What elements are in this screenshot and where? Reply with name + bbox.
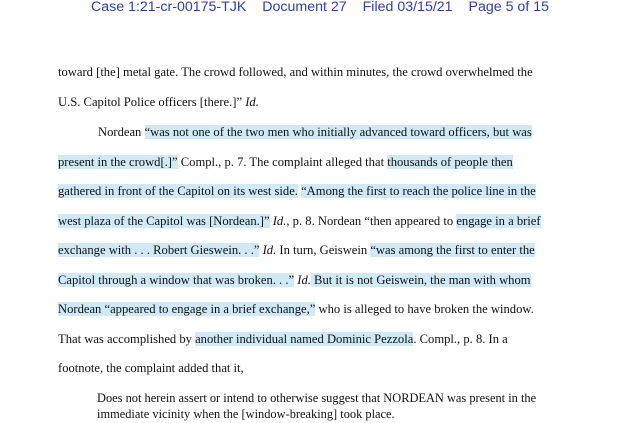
highlighted-text: But it is not Geiswein, the man with whom [310, 273, 531, 287]
block-quote-line: Does not herein assert or intend to otherwise suggest that NORDEAN was present in the [97, 391, 537, 405]
text-segment: Nordean [98, 125, 145, 139]
text-segment: Id. [245, 95, 259, 109]
text-line [58, 242, 535, 259]
highlighted-text: “Among the first to reach the police line in the [301, 184, 536, 198]
text-segment: That was accomplished by [58, 332, 196, 346]
text-line [58, 183, 536, 200]
filed-date: Filed 03/15/21 [362, 0, 453, 15]
text-line [98, 124, 532, 141]
case-header [0, 0, 640, 16]
text-segment: In turn, Geiswein [276, 243, 371, 257]
text-segment: . Compl., p. 8. In a [413, 332, 508, 346]
highlighted-text: gathered in front of the Capitol on its west side. [58, 184, 298, 198]
highlighted-text: thousands of people then [387, 155, 513, 169]
text-line [58, 331, 508, 348]
text-segment: U.S. Capitol Police officers [there.]” [58, 95, 246, 109]
text-line [58, 272, 531, 289]
text-segment: who is alleged to have broken the window. [315, 302, 534, 316]
highlighted-text: present in the crowd[.]” [58, 155, 178, 169]
text-line [58, 154, 513, 171]
page-number: Page 5 of 15 [468, 0, 549, 15]
text-segment: footnote, the complaint added that it, [58, 361, 244, 375]
text-segment: Id. [297, 273, 311, 287]
highlighted-text: Capitol through a window that was broken. . .” [58, 273, 295, 287]
highlighted-text: “was among the first to enter the [370, 243, 535, 257]
text-line [58, 301, 534, 318]
document-number: Document 27 [262, 0, 347, 15]
highlighted-text: another individual named Dominic Pezzola [195, 332, 414, 346]
highlighted-text: engage in a brief [456, 214, 541, 228]
text-segment: toward [the] metal gate. The crowd followed, and within minutes, the crowd overwhelmed the [58, 65, 533, 79]
block-quote-line: immediate vicinity when the [window-breaking] took place. [97, 407, 395, 421]
text-line [58, 213, 541, 230]
case-number: Case 1:21-cr-00175-TJK [91, 0, 247, 15]
text-segment: Id. [262, 243, 277, 257]
text-segment: Id. [272, 214, 287, 228]
highlighted-text: Nordean “appeared to engage in a brief exchange,” [58, 302, 316, 316]
text-line [58, 360, 244, 377]
highlighted-text: exchange with . . . Robert Gieswein. . .” [58, 243, 260, 257]
highlighted-text: “was not one of the two men who initially advanced toward officers, but was [144, 125, 532, 139]
text-line [58, 94, 259, 111]
text-segment: , p. 8. Nordean “then appeared to [286, 214, 457, 228]
text-line [58, 64, 533, 81]
highlighted-text: west plaza of the Capitol was [Nordean.]” [58, 214, 270, 228]
text-segment: Compl., p. 7. The complaint alleged that [177, 155, 388, 169]
